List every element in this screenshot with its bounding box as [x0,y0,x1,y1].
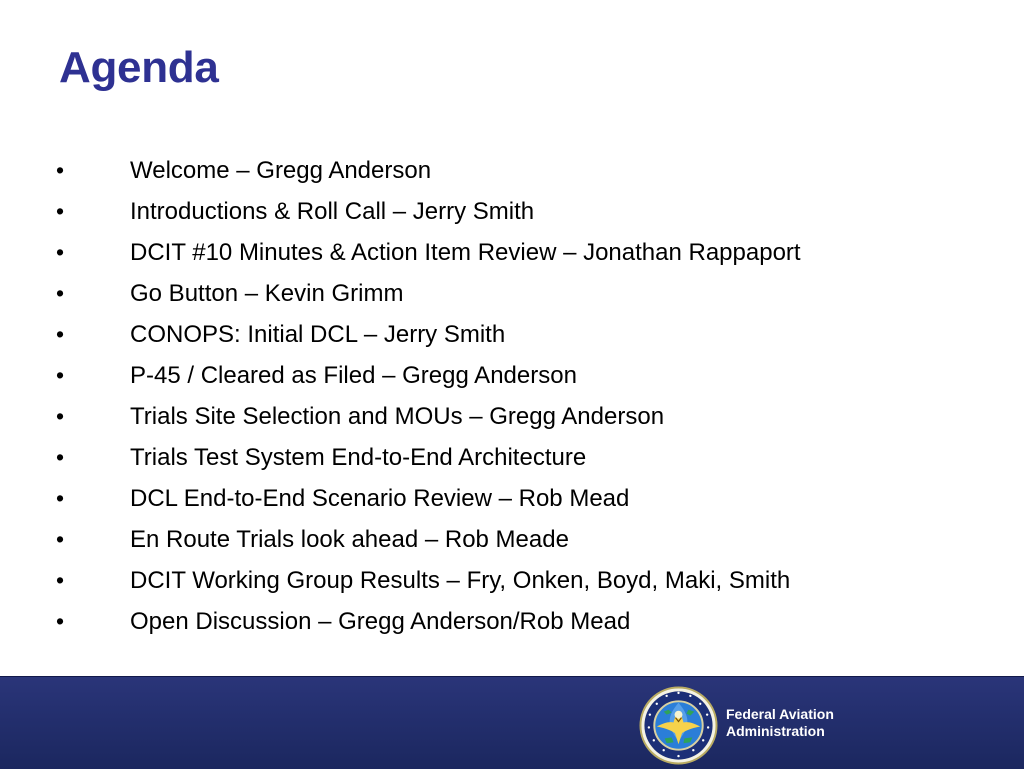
bullet-icon: • [56,157,65,183]
agenda-item-text: CONOPS: Initial DCL – Jerry Smith [130,321,506,348]
bullet-icon: • [56,362,65,388]
agenda-item-architecture [56,437,976,478]
agenda-item-text: Open Discussion – Gregg Anderson/Rob Mead [130,608,631,635]
agenda-item-open-discussion [56,601,976,642]
agenda-item-text: Trials Site Selection and MOUs – Gregg Anderson [130,403,665,430]
bullet-icon: • [56,567,65,593]
agenda-item-minutes-review [56,232,976,273]
bullet-icon: • [56,403,65,429]
agenda-item-p45 [56,355,976,396]
bullet-icon: • [56,485,65,511]
agenda-item-text: P-45 / Cleared as Filed – Gregg Anderson [130,362,577,389]
agenda-item-text: Introductions & Roll Call – Jerry Smith [130,198,535,225]
bullet-icon: • [56,239,65,265]
agenda-item-welcome [56,150,976,191]
agenda-item-en-route [56,519,976,560]
agenda-item-text: Trials Test System End-to-End Architecture [130,444,587,471]
agenda-item-go-button [56,273,976,314]
bullet-icon: • [56,198,65,224]
bullet-icon: • [56,444,65,470]
agenda-item-text: Go Button – Kevin Grimm [130,280,404,307]
bullet-icon: • [56,608,65,634]
agenda-item-text: Welcome – Gregg Anderson [130,157,432,184]
bullet-icon: • [56,321,65,347]
agenda-item-scenario-review [56,478,976,519]
bullet-icon: • [56,280,65,306]
agenda-item-text: DCL End-to-End Scenario Review – Rob Mead [130,485,630,512]
slide-title: Agenda [59,43,219,92]
faa-seal-icon [639,686,718,765]
agenda-item-site-selection [56,396,976,437]
bullet-icon: • [56,526,65,552]
slide-footer [0,676,1024,769]
agenda-item-text: DCIT #10 Minutes & Action Item Review – Jonathan Rappaport [130,239,801,266]
agenda-item-conops [56,314,976,355]
agenda-item-introductions [56,191,976,232]
agenda-item-text: DCIT Working Group Results – Fry, Onken, Boyd, Maki, Smith [130,567,791,594]
agenda-list [56,150,976,642]
agency-name: Federal Aviation Administration [726,706,834,739]
agenda-item-text: En Route Trials look ahead – Rob Meade [130,526,569,553]
agenda-item-working-group [56,560,976,601]
